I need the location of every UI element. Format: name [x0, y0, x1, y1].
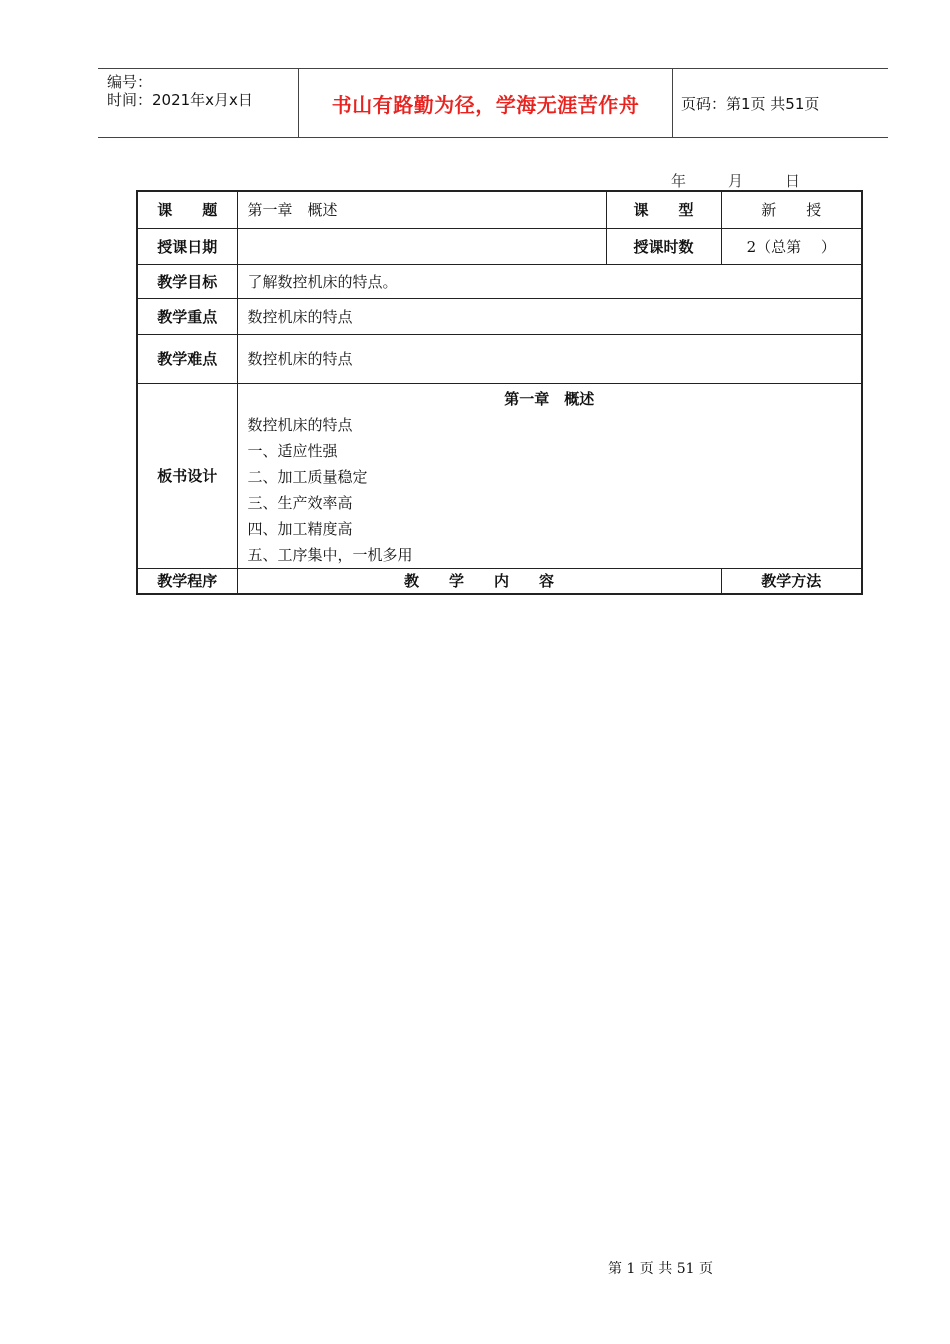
date-line — [671, 170, 800, 191]
hours-value: 2（总第 ） — [721, 228, 862, 264]
content-label: 教 学 内 容 — [237, 568, 721, 594]
date-label: 授课日期 — [137, 228, 237, 264]
table-row — [137, 334, 862, 383]
motto-text: 书山有路勤为径，学海无涯苦作舟 — [331, 92, 640, 117]
procedure-label: 教学程序 — [137, 568, 237, 594]
goal-value: 了解数控机床的特点。 — [237, 264, 862, 298]
header-left-cell — [98, 69, 299, 137]
table-row — [137, 298, 862, 334]
page-footer: 第 1 页 共 51 页 — [608, 1261, 713, 1277]
key-point-value: 数控机床的特点 — [237, 298, 862, 334]
day-label: 日 — [785, 172, 801, 190]
goal-label: 教学目标 — [137, 264, 237, 298]
type-value: 新 授 — [721, 191, 862, 228]
board-line: 四、加工精度高 — [247, 519, 353, 538]
topic-value: 第一章 概述 — [237, 191, 606, 228]
table-row — [137, 191, 862, 228]
board-line: 三、生产效率高 — [247, 493, 353, 512]
topic-label: 课 题 — [137, 191, 237, 228]
board-design-content — [237, 383, 862, 568]
board-line: 五、工序集中，一机多用 — [247, 545, 413, 564]
year-label: 年 — [671, 172, 687, 190]
difficulty-value: 数控机床的特点 — [237, 334, 862, 383]
board-title: 第一章 概述 — [504, 389, 595, 408]
lesson-plan-table — [136, 190, 863, 595]
time-label: 时间：2021年x月x日 — [107, 91, 253, 109]
hours-label: 授课时数 — [606, 228, 721, 264]
date-value — [237, 228, 606, 264]
type-label: 课 型 — [606, 191, 721, 228]
page-info: 页码：第1页 共51页 — [681, 94, 820, 113]
table-row — [137, 264, 862, 298]
table-row — [137, 568, 862, 594]
key-point-label: 教学重点 — [137, 298, 237, 334]
board-design-label: 板书设计 — [137, 383, 237, 568]
board-line: 数控机床的特点 — [247, 415, 353, 434]
document-header — [98, 68, 888, 138]
code-label: 编号： — [107, 73, 153, 91]
board-line: 一、适应性强 — [247, 441, 338, 460]
table-row — [137, 383, 862, 568]
board-line: 二、加工质量稳定 — [247, 467, 368, 486]
table-row — [137, 228, 862, 264]
month-label: 月 — [728, 172, 744, 190]
difficulty-label: 教学难点 — [137, 334, 237, 383]
header-page-cell — [673, 69, 888, 137]
header-motto-cell — [299, 69, 673, 137]
method-label: 教学方法 — [721, 568, 862, 594]
